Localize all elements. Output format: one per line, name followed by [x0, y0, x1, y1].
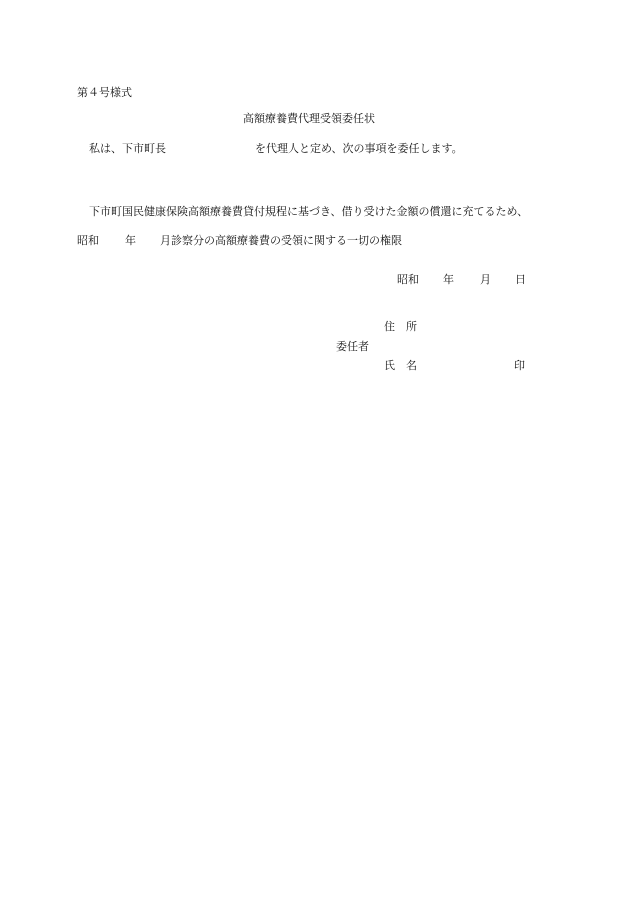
matter-description: 月診察分の高額療養費の受領に関する一切の権限	[160, 234, 402, 247]
matter-year-unit: 年	[125, 234, 136, 247]
intro-before-blank: 私は、下市町長	[89, 142, 166, 155]
intro-after-blank: を代理人と定め、次の事項を委任します。	[255, 142, 463, 155]
seal-label: 印	[514, 359, 525, 372]
date-month-unit: 月	[480, 273, 491, 286]
date-day-unit: 日	[515, 273, 526, 286]
matter-era: 昭和	[77, 234, 99, 247]
document-title: 高額療養費代理受領委任状	[243, 112, 375, 125]
form-number: 第４号様式	[77, 86, 132, 99]
principal-label: 委任者	[336, 340, 369, 353]
date-era: 昭和	[397, 273, 419, 286]
body-paragraph: 下市町国民健康保険高額療養費貸付規程に基づき、借り受けた金額の償還に充てるため、	[89, 205, 529, 218]
date-year-unit: 年	[443, 273, 454, 286]
address-label: 住 所	[384, 320, 417, 333]
name-label: 氏 名	[384, 359, 417, 372]
